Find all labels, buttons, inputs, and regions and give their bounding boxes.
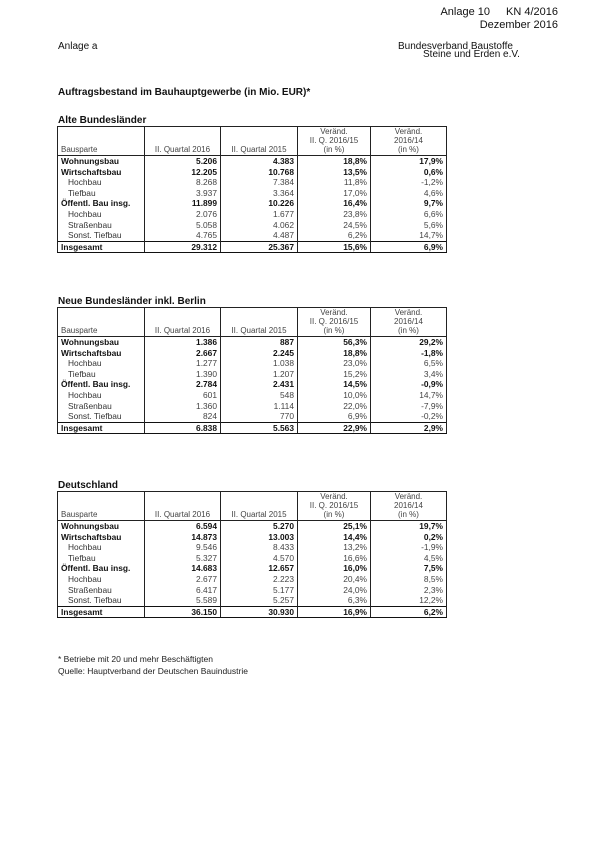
table-row bbox=[58, 156, 447, 167]
org-line2: Steine und Erden e.V. bbox=[423, 49, 520, 60]
col-header-q2-2016: II. Quartal 2016 bbox=[145, 127, 221, 156]
change-2016-14: -1,8% bbox=[371, 348, 447, 359]
row-label: Straßenbau bbox=[58, 220, 145, 231]
value-q2-2015: 10.768 bbox=[221, 167, 298, 178]
table-row bbox=[58, 542, 447, 553]
value-q2-2015: 5.257 bbox=[221, 595, 298, 606]
table-header-row bbox=[58, 308, 447, 337]
value-q2-2016: 12.205 bbox=[145, 167, 221, 178]
table-row bbox=[58, 220, 447, 231]
change-2016-15: 22,9% bbox=[298, 422, 371, 434]
change-2016-15: 16,9% bbox=[298, 606, 371, 618]
value-q2-2016: 5.058 bbox=[145, 220, 221, 231]
table-row bbox=[58, 369, 447, 380]
table-row bbox=[58, 401, 447, 412]
col-header-bausparte: Bausparte bbox=[58, 308, 145, 337]
table-row bbox=[58, 563, 447, 574]
change-2016-15: 6,3% bbox=[298, 595, 371, 606]
value-q2-2015: 12.657 bbox=[221, 563, 298, 574]
change-2016-15: 25,1% bbox=[298, 521, 371, 532]
change-2016-14: 6,6% bbox=[371, 209, 447, 220]
table-row bbox=[58, 167, 447, 178]
value-q2-2016: 5.589 bbox=[145, 595, 221, 606]
section-title-alte-bundeslaender: Alte Bundesländer bbox=[58, 115, 147, 126]
row-label: Wirtschaftsbau bbox=[58, 167, 145, 178]
change-2016-14: 9,7% bbox=[371, 198, 447, 209]
change-2016-14: 5,6% bbox=[371, 220, 447, 231]
value-q2-2016: 14.873 bbox=[145, 532, 221, 543]
table-row bbox=[58, 390, 447, 401]
value-q2-2015: 2.245 bbox=[221, 348, 298, 359]
value-q2-2016: 5.327 bbox=[145, 553, 221, 564]
value-q2-2015: 2.431 bbox=[221, 379, 298, 390]
change-2016-14: 0,6% bbox=[371, 167, 447, 178]
value-q2-2016: 824 bbox=[145, 411, 221, 422]
change-2016-15: 18,8% bbox=[298, 348, 371, 359]
row-label: Hochbau bbox=[58, 542, 145, 553]
col-header-change-2016-14: Veränd. 2016/14 (in %) bbox=[371, 127, 447, 156]
change-2016-14: -1,9% bbox=[371, 542, 447, 553]
kn-number: KN 4/2016 bbox=[506, 6, 558, 18]
change-2016-15: 6,2% bbox=[298, 230, 371, 241]
value-q2-2016: 6.594 bbox=[145, 521, 221, 532]
document-title: Auftragsbestand im Bauhauptgewerbe (in Mio. EUR)* bbox=[58, 87, 311, 98]
change-2016-15: 18,8% bbox=[298, 156, 371, 167]
anlage-a-label: Anlage a bbox=[58, 41, 98, 52]
change-2016-14: 4,6% bbox=[371, 188, 447, 199]
org-line1: Bundesverband Baustoffe bbox=[398, 41, 513, 49]
row-label: Sonst. Tiefbau bbox=[58, 230, 145, 241]
change-2016-14: 2,9% bbox=[371, 422, 447, 434]
change-2016-14: 0,2% bbox=[371, 532, 447, 543]
row-label: Straßenbau bbox=[58, 401, 145, 412]
change-2016-15: 16,4% bbox=[298, 198, 371, 209]
change-2016-14: 19,7% bbox=[371, 521, 447, 532]
value-q2-2016: 4.765 bbox=[145, 230, 221, 241]
row-label: Wohnungsbau bbox=[58, 337, 145, 348]
header-date: Dezember 2016 bbox=[479, 19, 558, 31]
col-header-q2-2015: II. Quartal 2015 bbox=[221, 308, 298, 337]
table-header-row bbox=[58, 127, 447, 156]
row-label: Wohnungsbau bbox=[58, 156, 145, 167]
value-q2-2015: 8.433 bbox=[221, 542, 298, 553]
table-header-row bbox=[58, 492, 447, 521]
table-row bbox=[58, 574, 447, 585]
row-label: Insgesamt bbox=[58, 422, 145, 434]
value-q2-2016: 1.386 bbox=[145, 337, 221, 348]
change-2016-15: 17,0% bbox=[298, 188, 371, 199]
value-q2-2015: 1.114 bbox=[221, 401, 298, 412]
change-2016-15: 6,9% bbox=[298, 411, 371, 422]
table-row bbox=[58, 230, 447, 241]
value-q2-2016: 1.360 bbox=[145, 401, 221, 412]
change-2016-15: 11,8% bbox=[298, 177, 371, 188]
value-q2-2015: 1.038 bbox=[221, 358, 298, 369]
change-2016-15: 16,0% bbox=[298, 563, 371, 574]
col-header-change-2016-15: Veränd. II. Q. 2016/15 (in %) bbox=[298, 492, 371, 521]
table-neue-bundeslaender bbox=[57, 307, 447, 434]
change-2016-14: 8,5% bbox=[371, 574, 447, 585]
value-q2-2015: 13.003 bbox=[221, 532, 298, 543]
change-2016-14: 6,2% bbox=[371, 606, 447, 618]
row-label: Insgesamt bbox=[58, 606, 145, 618]
change-2016-14: 14,7% bbox=[371, 390, 447, 401]
row-label: Öffentl. Bau insg. bbox=[58, 198, 145, 209]
row-label: Hochbau bbox=[58, 390, 145, 401]
value-q2-2016: 14.683 bbox=[145, 563, 221, 574]
value-q2-2016: 36.150 bbox=[145, 606, 221, 618]
col-header-bausparte: Bausparte bbox=[58, 127, 145, 156]
row-label: Straßenbau bbox=[58, 585, 145, 596]
row-label: Tiefbau bbox=[58, 188, 145, 199]
row-label: Wirtschaftsbau bbox=[58, 532, 145, 543]
change-2016-14: 4,5% bbox=[371, 553, 447, 564]
table-row bbox=[58, 379, 447, 390]
change-2016-14: 7,5% bbox=[371, 563, 447, 574]
row-label: Hochbau bbox=[58, 209, 145, 220]
table-row bbox=[58, 348, 447, 359]
table-row bbox=[58, 188, 447, 199]
value-q2-2016: 11.899 bbox=[145, 198, 221, 209]
table-row bbox=[58, 209, 447, 220]
value-q2-2015: 887 bbox=[221, 337, 298, 348]
col-header-bausparte: Bausparte bbox=[58, 492, 145, 521]
row-label: Öffentl. Bau insg. bbox=[58, 563, 145, 574]
value-q2-2016: 5.206 bbox=[145, 156, 221, 167]
table-row bbox=[58, 411, 447, 422]
change-2016-15: 14,5% bbox=[298, 379, 371, 390]
value-q2-2015: 3.364 bbox=[221, 188, 298, 199]
row-label: Öffentl. Bau insg. bbox=[58, 379, 145, 390]
value-q2-2016: 8.268 bbox=[145, 177, 221, 188]
change-2016-15: 16,6% bbox=[298, 553, 371, 564]
change-2016-15: 13,2% bbox=[298, 542, 371, 553]
value-q2-2016: 6.417 bbox=[145, 585, 221, 596]
value-q2-2015: 4.570 bbox=[221, 553, 298, 564]
col-header-q2-2016: II. Quartal 2016 bbox=[145, 308, 221, 337]
change-2016-15: 22,0% bbox=[298, 401, 371, 412]
total-row bbox=[58, 422, 447, 434]
value-q2-2016: 3.937 bbox=[145, 188, 221, 199]
value-q2-2016: 29.312 bbox=[145, 241, 221, 253]
col-header-q2-2016: II. Quartal 2016 bbox=[145, 492, 221, 521]
section-title-neue-bundeslaender: Neue Bundesländer inkl. Berlin bbox=[58, 296, 206, 307]
change-2016-14: 3,4% bbox=[371, 369, 447, 380]
row-label: Hochbau bbox=[58, 574, 145, 585]
change-2016-15: 24,0% bbox=[298, 585, 371, 596]
value-q2-2015: 4.383 bbox=[221, 156, 298, 167]
col-header-q2-2015: II. Quartal 2015 bbox=[221, 127, 298, 156]
table-deutschland bbox=[57, 491, 447, 618]
col-header-q2-2015: II. Quartal 2015 bbox=[221, 492, 298, 521]
total-row bbox=[58, 241, 447, 253]
value-q2-2015: 5.270 bbox=[221, 521, 298, 532]
change-2016-14: 6,9% bbox=[371, 241, 447, 253]
table-row bbox=[58, 553, 447, 564]
col-header-change-2016-15: Veränd. II. Q. 2016/15 (in %) bbox=[298, 127, 371, 156]
section-title-deutschland: Deutschland bbox=[58, 480, 119, 491]
value-q2-2015: 7.384 bbox=[221, 177, 298, 188]
col-header-change-2016-14: Veränd. 2016/14 (in %) bbox=[371, 492, 447, 521]
value-q2-2015: 2.223 bbox=[221, 574, 298, 585]
change-2016-14: 17,9% bbox=[371, 156, 447, 167]
value-q2-2016: 2.076 bbox=[145, 209, 221, 220]
value-q2-2016: 1.277 bbox=[145, 358, 221, 369]
row-label: Tiefbau bbox=[58, 553, 145, 564]
change-2016-14: 6,5% bbox=[371, 358, 447, 369]
row-label: Wohnungsbau bbox=[58, 521, 145, 532]
value-q2-2016: 2.677 bbox=[145, 574, 221, 585]
change-2016-14: -0,9% bbox=[371, 379, 447, 390]
value-q2-2016: 2.667 bbox=[145, 348, 221, 359]
change-2016-15: 23,0% bbox=[298, 358, 371, 369]
value-q2-2015: 4.062 bbox=[221, 220, 298, 231]
table-row bbox=[58, 595, 447, 606]
value-q2-2016: 6.838 bbox=[145, 422, 221, 434]
change-2016-15: 13,5% bbox=[298, 167, 371, 178]
change-2016-14: 12,2% bbox=[371, 595, 447, 606]
value-q2-2016: 601 bbox=[145, 390, 221, 401]
table-row bbox=[58, 521, 447, 532]
organization bbox=[398, 41, 520, 61]
row-label: Wirtschaftsbau bbox=[58, 348, 145, 359]
value-q2-2016: 9.546 bbox=[145, 542, 221, 553]
value-q2-2015: 30.930 bbox=[221, 606, 298, 618]
change-2016-14: -0,2% bbox=[371, 411, 447, 422]
change-2016-14: 2,3% bbox=[371, 585, 447, 596]
change-2016-14: -1,2% bbox=[371, 177, 447, 188]
value-q2-2015: 1.207 bbox=[221, 369, 298, 380]
change-2016-15: 14,4% bbox=[298, 532, 371, 543]
table-row bbox=[58, 198, 447, 209]
table-row bbox=[58, 177, 447, 188]
value-q2-2016: 2.784 bbox=[145, 379, 221, 390]
change-2016-15: 15,2% bbox=[298, 369, 371, 380]
change-2016-14: 29,2% bbox=[371, 337, 447, 348]
anlage-number: Anlage 10 bbox=[440, 6, 491, 18]
change-2016-14: -7,9% bbox=[371, 401, 447, 412]
value-q2-2015: 10.226 bbox=[221, 198, 298, 209]
change-2016-14: 14,7% bbox=[371, 230, 447, 241]
table-row bbox=[58, 585, 447, 596]
table-row bbox=[58, 358, 447, 369]
value-q2-2015: 4.487 bbox=[221, 230, 298, 241]
row-label: Hochbau bbox=[58, 358, 145, 369]
change-2016-15: 20,4% bbox=[298, 574, 371, 585]
col-header-change-2016-15: Veränd. II. Q. 2016/15 (in %) bbox=[298, 308, 371, 337]
row-label: Hochbau bbox=[58, 177, 145, 188]
value-q2-2016: 1.390 bbox=[145, 369, 221, 380]
footnote: * Betriebe mit 20 und mehr Beschäftigten bbox=[58, 654, 213, 664]
row-label: Insgesamt bbox=[58, 241, 145, 253]
row-label: Sonst. Tiefbau bbox=[58, 411, 145, 422]
value-q2-2015: 5.563 bbox=[221, 422, 298, 434]
col-header-change-2016-14: Veränd. 2016/14 (in %) bbox=[371, 308, 447, 337]
change-2016-15: 24,5% bbox=[298, 220, 371, 231]
change-2016-15: 23,8% bbox=[298, 209, 371, 220]
table-row bbox=[58, 337, 447, 348]
row-label: Tiefbau bbox=[58, 369, 145, 380]
change-2016-15: 10,0% bbox=[298, 390, 371, 401]
source-note: Quelle: Hauptverband der Deutschen Bauindustrie bbox=[58, 666, 248, 676]
total-row bbox=[58, 606, 447, 618]
table-row bbox=[58, 532, 447, 543]
value-q2-2015: 5.177 bbox=[221, 585, 298, 596]
change-2016-15: 56,3% bbox=[298, 337, 371, 348]
table-alte-bundeslaender bbox=[57, 126, 447, 253]
change-2016-15: 15,6% bbox=[298, 241, 371, 253]
value-q2-2015: 548 bbox=[221, 390, 298, 401]
value-q2-2015: 25.367 bbox=[221, 241, 298, 253]
row-label: Sonst. Tiefbau bbox=[58, 595, 145, 606]
value-q2-2015: 770 bbox=[221, 411, 298, 422]
header-top bbox=[440, 6, 558, 32]
value-q2-2015: 1.677 bbox=[221, 209, 298, 220]
